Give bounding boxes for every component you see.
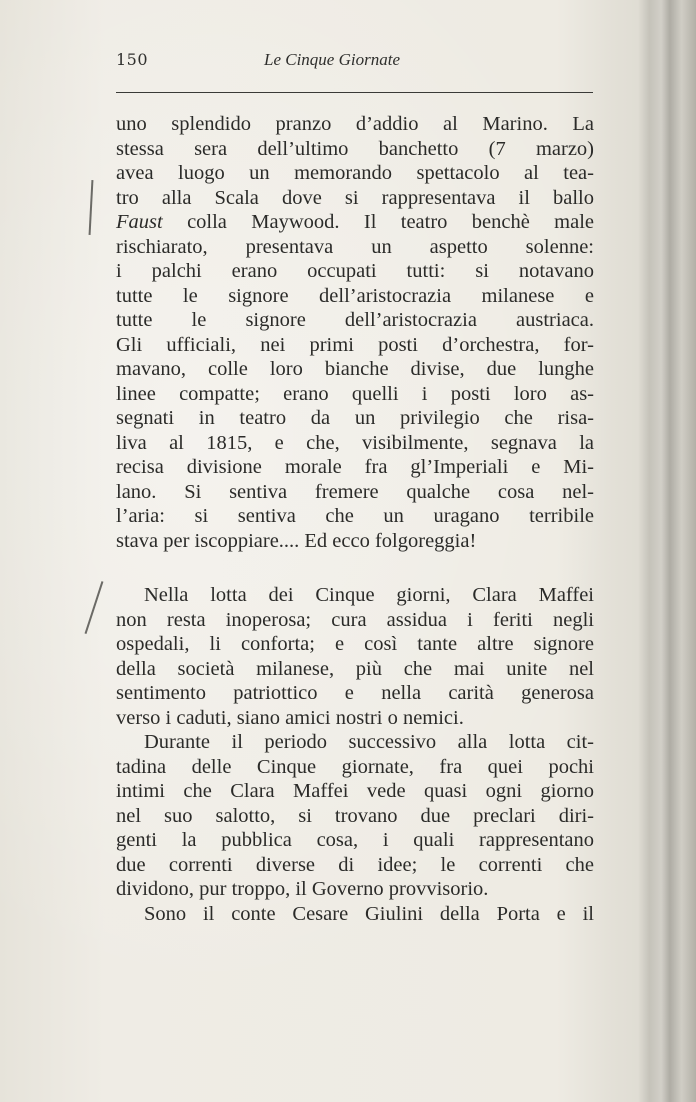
text-line: sentimento patriottico e nella carità generosa	[116, 682, 594, 704]
body-text	[116, 112, 594, 926]
running-title: Le Cinque Giornate	[264, 50, 400, 69]
text-line: Sono il conte Cesare Giulini della Porta e il	[144, 902, 594, 925]
text-line: verso i caduti, siano amici nostri o nemici.	[116, 706, 464, 729]
text-line: genti la pubblica cosa, i quali rappresentano	[116, 829, 594, 851]
text-line: nel suo salotto, si trovano due preclari diri-	[116, 804, 594, 827]
page-header	[116, 50, 591, 78]
text-line: stessa sera dell’ultimo banchetto (7 marzo)	[116, 137, 594, 160]
header-rule	[116, 92, 593, 93]
text-line-rest: colla Maywood. Il teatro benchè male	[187, 211, 595, 233]
text-line: rischiarato, presentava un aspetto solenne:	[116, 235, 594, 258]
text-line: della società milanese, più che mai unite nel	[116, 657, 594, 680]
text-line: linee compatte; erano quelli i posti loro as-	[116, 382, 594, 405]
paragraph-1	[116, 112, 594, 553]
page-number: 150	[116, 50, 149, 69]
text-line: tutte le signore dell’aristocrazia milanese e	[116, 284, 594, 307]
pencil-mark	[85, 581, 103, 634]
paragraph-2	[116, 583, 594, 730]
text-line: due correnti diverse di idee; le correnti che	[116, 853, 594, 876]
text-line: tadina delle Cinque giornate, fra quei pochi	[116, 755, 594, 778]
text-line-faust	[116, 210, 594, 235]
text-line: ospedali, li conforta; e così tante altre signore	[116, 633, 594, 655]
text-line: stava per iscoppiare.... Ed ecco folgoreggia!	[116, 529, 477, 552]
pencil-mark	[89, 180, 93, 235]
text-line: liva al 1815, e che, visibilmente, segnava la	[116, 431, 594, 454]
text-line: tutte le signore dell’aristocrazia austriaca.	[116, 309, 594, 331]
text-line: lano. Si sentiva fremere qualche cosa nel-	[116, 480, 594, 503]
text-line: tro alla Scala dove si rappresentava il ballo	[116, 186, 594, 209]
italic-title: Faust	[116, 211, 163, 233]
text-line: recisa divisione morale fra gl’Imperiali e Mi-	[116, 456, 594, 478]
text-line: uno splendido pranzo d’addio al Marino. La	[116, 113, 594, 135]
text-line: i palchi erano occupati tutti: si notavano	[116, 260, 594, 282]
text-line: segnati in teatro da un privilegio che risa-	[116, 407, 594, 429]
paragraph-3	[116, 730, 594, 902]
text-line: Durante il periodo successivo alla lotta cit-	[144, 731, 594, 753]
paragraph-4	[116, 902, 594, 927]
text-line: Gli ufficiali, nei primi posti d’orchestra, for-	[116, 333, 594, 356]
text-line: l’aria: si sentiva che un uragano terribile	[116, 505, 594, 527]
page-binding-shadow	[638, 0, 696, 1102]
text-line: dividono, pur troppo, il Governo provvisorio.	[116, 878, 489, 900]
text-line: Nella lotta dei Cinque giorni, Clara Maffei	[144, 584, 594, 606]
text-line: avea luogo un memorando spettacolo al tea-	[116, 162, 594, 184]
text-line: mavano, colle loro bianche divise, due lunghe	[116, 358, 594, 380]
paragraph-gap	[116, 553, 594, 583]
text-line: non resta inoperosa; cura assidua i feriti negli	[116, 608, 594, 631]
text-line: intimi che Clara Maffei vede quasi ogni giorno	[116, 780, 594, 802]
